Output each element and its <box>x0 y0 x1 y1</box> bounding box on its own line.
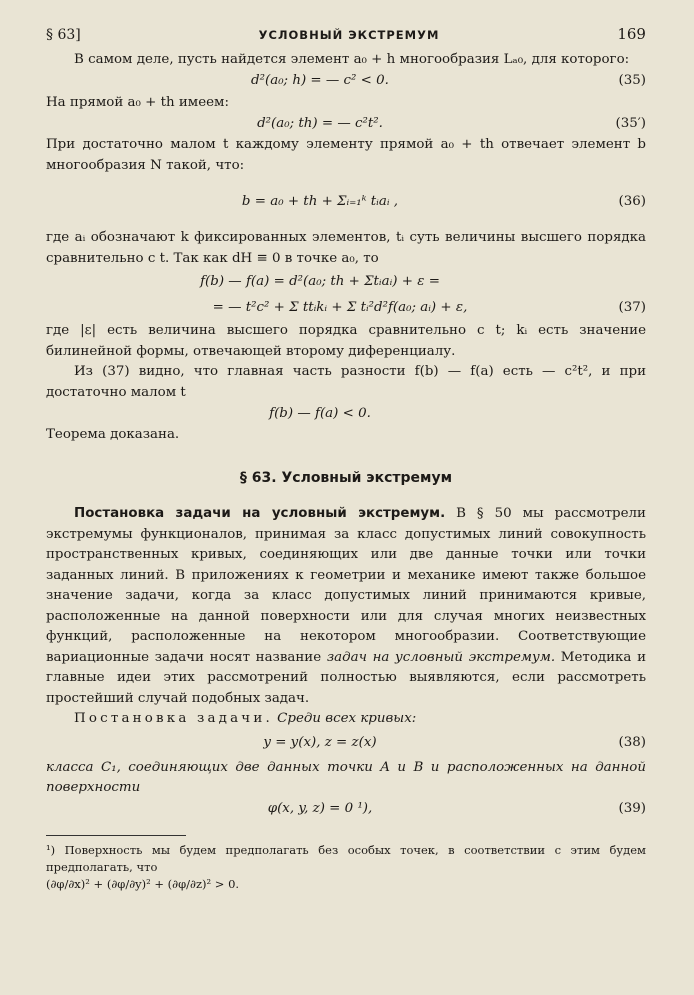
header-section: § 63] <box>46 27 81 43</box>
equation-35 <box>46 71 646 93</box>
equation-38 <box>46 730 646 758</box>
paragraph <box>46 504 646 709</box>
paragraph-lead: Постановка задачи на условный экстремум. <box>74 506 446 521</box>
formula: φ(x, y, z) = 0 ¹), <box>267 801 373 817</box>
formula: d²(a₀; th) = — c²t². <box>257 115 383 131</box>
formula: b = a₀ + th + Σᵢ₌₁ᵏ tᵢaᵢ , <box>241 193 399 209</box>
paragraph-text-end: Методика и главные идеи этих рассмотрений полностью выявляются, если рассмотреть простейший случай подобных задач. <box>46 649 646 706</box>
formula: d²(a₀; h) = — c² < 0. <box>251 73 389 89</box>
running-header <box>46 24 646 50</box>
header-title: УСЛОВНЫЙ ЭКСТРЕМУМ <box>258 28 440 42</box>
equation-35-prime <box>46 113 646 135</box>
formula: y = y(x), z = z(x) <box>263 735 377 751</box>
equation-number: (37) <box>618 299 646 315</box>
inequality <box>46 403 646 425</box>
footnote-formula: (∂φ/∂x)² + (∂φ/∂y)² + (∂φ/∂z)² > 0. <box>46 876 240 891</box>
equation-number: (35) <box>618 73 646 89</box>
section-heading: § 63. Условный экстремум <box>239 469 453 486</box>
formula: f(b) — f(a) = d²(a₀; th + Σtᵢaᵢ) + ε = <box>200 273 440 289</box>
paragraph: Из (37) видно, что главная часть разности f(b) — f(a) есть — c²t², и при достаточно малом t <box>46 364 646 400</box>
spaced-heading: Постановка задачи. <box>74 711 273 726</box>
equation-number: (39) <box>618 801 646 817</box>
footnote-divider <box>46 835 186 836</box>
paragraph: где |ε| есть величина высшего порядка сравнительно с t; kᵢ есть значение билинейной формы, отвечающей второму диференциалу. <box>46 323 646 359</box>
page-number: 169 <box>617 25 646 43</box>
footnote: ¹) Поверхность мы будем предполагать без особых точек, в соответствии с этим будем предполагать, что <box>46 842 646 874</box>
paragraph <box>46 709 646 730</box>
paragraph-italic: задач на условный экстремум. <box>326 649 556 665</box>
paragraph: На прямой a₀ + th имеем: <box>46 94 229 110</box>
paragraph-italic-block: класса C₁, соединяющих две данных точки A и B и расположенных на данной поверхности <box>46 759 646 795</box>
book-page <box>46 24 646 893</box>
equation-number: (36) <box>618 193 646 209</box>
paragraph: При достаточно малом t каждому элементу прямой a₀ + th отвечает элемент b многообразия N такой, что: <box>46 137 646 173</box>
equation-36 <box>46 176 646 228</box>
equation-37-line2 <box>46 295 646 321</box>
equation-number: (38) <box>618 735 646 751</box>
paragraph-italic: Среди всех кривых: <box>272 711 417 726</box>
paragraph: В самом деле, пусть найдется элемент a₀ + h многообразия Lₐ₀, для которого: <box>74 52 630 67</box>
formula: f(b) — f(a) < 0. <box>269 405 371 421</box>
paragraph: где aᵢ обозначают k фиксированных элементов, tᵢ суть величины высшего порядка сравнительно с t. Так как dH ≡ 0 в точке a₀, то <box>46 230 646 266</box>
equation-37-line1 <box>46 269 646 295</box>
equation-39 <box>46 799 646 821</box>
equation-number: (35′) <box>615 115 646 131</box>
paragraph: Теорема доказана. <box>46 427 180 442</box>
paragraph-text: В § 50 мы рассмотрели экстремумы функционалов, принимая за класс допустимых линий совокупность пространственных кривых, соединяющих или две данные точки или точки заданных линий. В приложениях к геометрии и механике имеют также большое значение задачи, когда за класс допустимых линий принимаются кривые, расположенные на данной поверхности или для случая многих неизвестных функций, расположенные на некотором многообразии. Соответствующие вариационные задачи носят название <box>46 506 646 665</box>
formula: = — t²c² + Σ ttᵢkᵢ + Σ tᵢ²d²f(a₀; aᵢ) + ε, <box>212 299 468 315</box>
